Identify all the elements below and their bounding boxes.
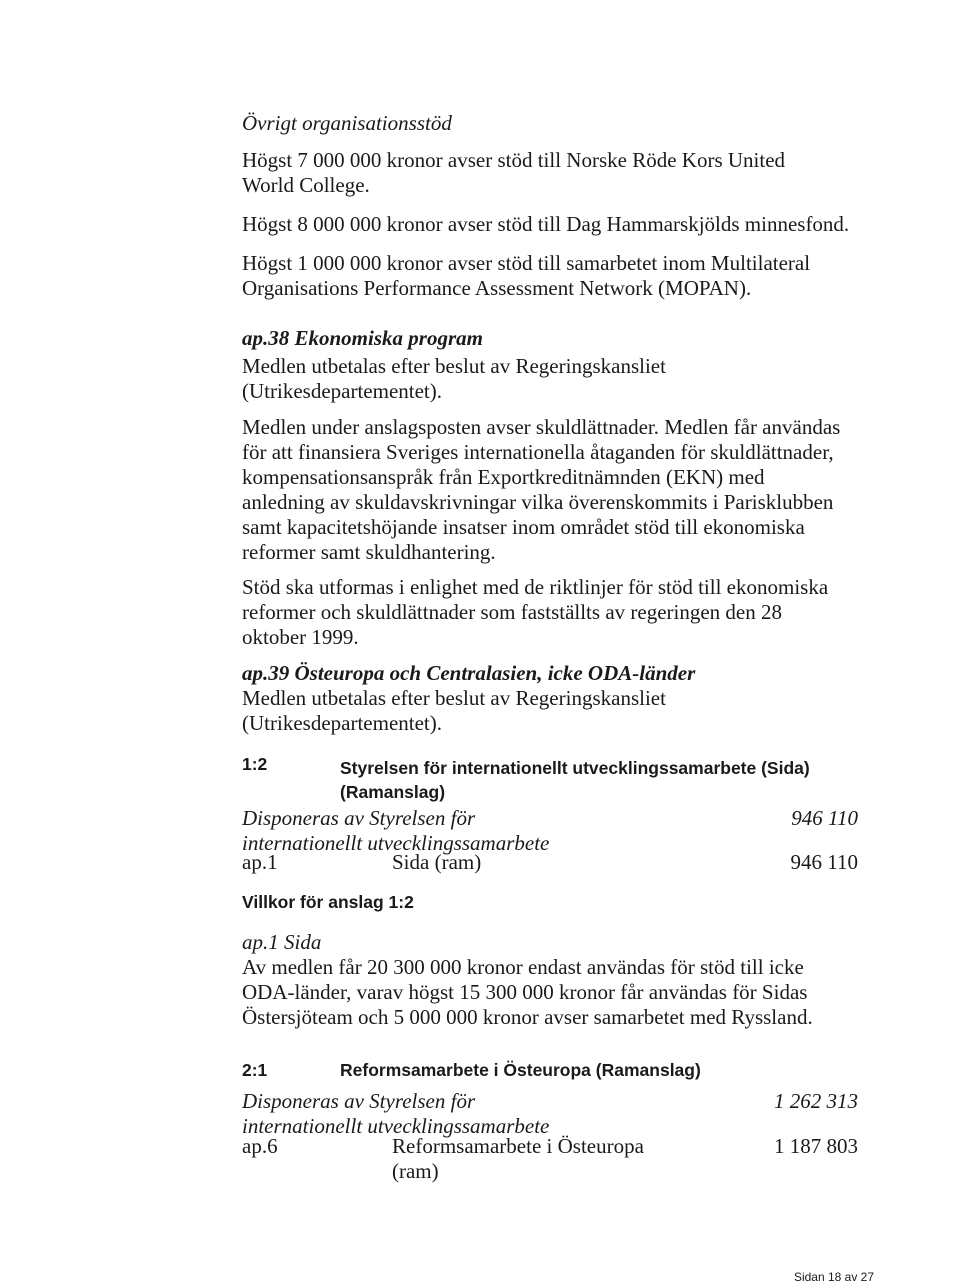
- disponeras-row-2-1: [242, 1089, 858, 1139]
- paragraph-hammarskjold: Högst 8 000 000 kronor avser stöd till Dag Hammarskjölds minnesfond.: [242, 212, 850, 236]
- paragraph-ap38-riktlinjer: Stöd ska utformas i enlighet med de riktlinjer för stöd till ekonomiska reformer och skuldlättnader som fastställts av regeringen den 28 oktober 1999.: [242, 575, 829, 649]
- ap-amount: 946 110: [790, 850, 858, 874]
- disponeras-label: Disponeras av Styrelsen för internationellt utvecklingssamarbete: [242, 1089, 550, 1138]
- paragraph-ap38-utbetalas: Medlen utbetalas efter beslut av Regeringskansliet (Utrikesdepartementet).: [242, 354, 666, 403]
- disponeras-label: Disponeras av Styrelsen för internationellt utvecklingssamarbete: [242, 806, 550, 855]
- disponeras-amount: 1 262 313: [774, 1089, 858, 1113]
- ap-row-2-1: [242, 1134, 858, 1183]
- paragraph-mopan: Högst 1 000 000 kronor avser stöd till samarbetet inom Multilateral Organisations Performance Assessment Network (MOPAN).: [242, 251, 811, 300]
- paragraph-norske: Högst 7 000 000 kronor avser stöd till Norske Röde Kors United World College.: [242, 148, 786, 197]
- section-heading-ap39: ap.39 Östeuropa och Centralasien, icke ODA-länder: [242, 661, 696, 685]
- section-title-1-2: Styrelsen för internationellt utvecklingssamarbete (Sida) (Ramanslag): [340, 758, 810, 802]
- ap1-sida-heading: ap.1 Sida: [242, 930, 322, 954]
- disponeras-row-1-2: [242, 806, 858, 856]
- section-heading-ovrigt: Övrigt organisationsstöd: [242, 111, 452, 135]
- section-number-2-1: 2:1: [242, 1060, 268, 1080]
- paragraph-ap39-utbetalas: Medlen utbetalas efter beslut av Regeringskansliet (Utrikesdepartementet).: [242, 686, 666, 735]
- section-heading-ap38: ap.38 Ekonomiska program: [242, 326, 483, 350]
- paragraph-ap1-sida: Av medlen får 20 300 000 kronor endast användas för stöd till icke ODA-länder, varav högst 15 300 000 kronor får användas för Sidas Östersjöteam och 5 000 000 kronor avser samarbetet med Ryssland.: [242, 955, 813, 1029]
- villkor-heading: Villkor för anslag 1:2: [242, 892, 414, 912]
- ap-code: ap.1: [242, 850, 278, 874]
- section-number-1-2: 1:2: [242, 754, 268, 774]
- ap-name: Sida (ram): [392, 850, 482, 874]
- ap-row-1-2: [242, 850, 858, 875]
- ap-amount: 1 187 803: [774, 1134, 858, 1158]
- section-title-2-1: Reformsamarbete i Östeuropa (Ramanslag): [340, 1060, 701, 1080]
- ap-code: ap.6: [242, 1134, 278, 1158]
- page-number-footer: Sidan 18 av 27: [793, 1270, 874, 1284]
- paragraph-ap38-skuldlattnader: Medlen under anslagsposten avser skuldlättnader. Medlen får användas för att finansiera Sveriges internationella åtaganden för skuldlättnader, kompensationsanspråk från Exportkreditnämnden (EKN) med anledning av skuldavskrivningar vilka överenskommits i Parisklubben samt kapacitetshöjande insatser inom området stöd till ekonomiska reformer samt skuldhantering.: [242, 415, 841, 564]
- disponeras-amount: 946 110: [791, 806, 858, 830]
- ap-name: Reformsamarbete i Östeuropa (ram): [392, 1134, 644, 1183]
